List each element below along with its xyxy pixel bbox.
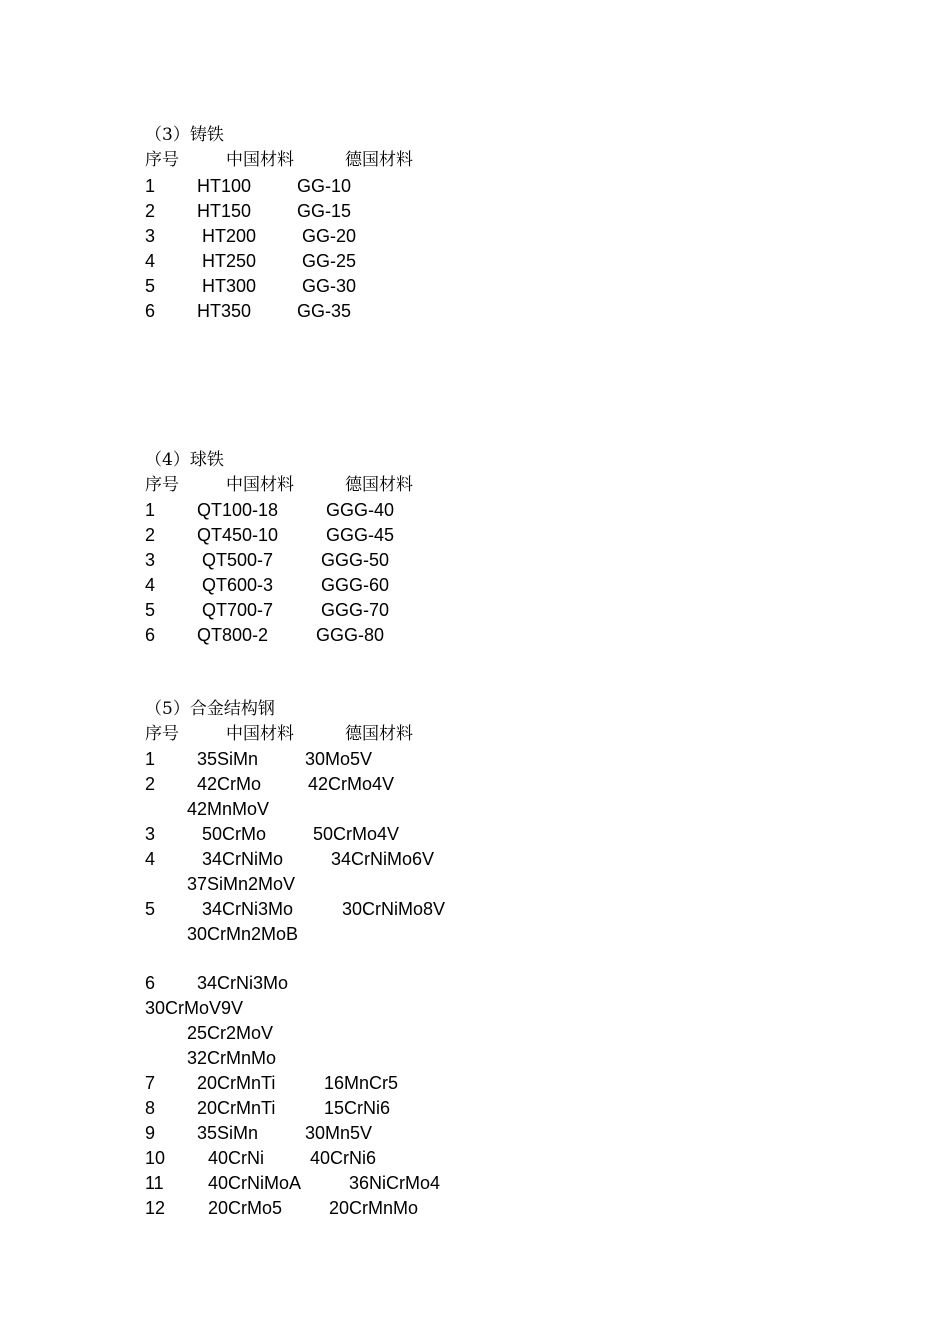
row-extra: 32CrMnMo bbox=[187, 1048, 277, 1068]
row-no: 4 bbox=[145, 251, 156, 271]
row-de: 30CrMoV9V bbox=[145, 998, 244, 1018]
row-cn: 20CrMo5 bbox=[208, 1198, 283, 1218]
row-cn: 42CrMo bbox=[197, 774, 262, 794]
row-no: 5 bbox=[145, 600, 156, 620]
row-no: 9 bbox=[145, 1123, 156, 1143]
row-cn: QT600-3 bbox=[202, 575, 274, 595]
row-no: 3 bbox=[145, 226, 156, 246]
row-de: 36NiCrMo4 bbox=[349, 1173, 441, 1193]
row-cn: 50CrMo bbox=[202, 824, 267, 844]
row-de: GG-15 bbox=[297, 201, 352, 221]
section-4-heading: （4）球铁 bbox=[145, 450, 224, 470]
section-5-heading: （5）合金结构钢 bbox=[145, 699, 275, 719]
row-no: 2 bbox=[145, 201, 156, 221]
row-cn: 34CrNi3Mo bbox=[197, 973, 289, 993]
row-no: 10 bbox=[145, 1148, 166, 1168]
row-de: GGG-40 bbox=[326, 500, 395, 520]
row-no: 5 bbox=[145, 276, 156, 296]
header-de: 德国材料 bbox=[345, 475, 413, 495]
row-de: GG-25 bbox=[302, 251, 357, 271]
row-no: 3 bbox=[145, 824, 156, 844]
row-no: 1 bbox=[145, 500, 156, 520]
row-de: GGG-45 bbox=[326, 525, 395, 545]
row-extra: 37SiMn2MoV bbox=[187, 874, 296, 894]
row-cn: 40CrNiMoA bbox=[208, 1173, 302, 1193]
row-de: GGG-70 bbox=[321, 600, 390, 620]
row-cn: HT200 bbox=[202, 226, 257, 246]
row-de: 40CrNi6 bbox=[310, 1148, 377, 1168]
row-de: GGG-80 bbox=[316, 625, 385, 645]
row-cn: QT500-7 bbox=[202, 550, 274, 570]
row-extra: 25Cr2MoV bbox=[187, 1023, 274, 1043]
row-no: 8 bbox=[145, 1098, 156, 1118]
row-no: 12 bbox=[145, 1198, 166, 1218]
row-de: 20CrMnMo bbox=[329, 1198, 419, 1218]
row-de: 42CrMo4V bbox=[308, 774, 395, 794]
row-extra: 42MnMoV bbox=[187, 799, 270, 819]
row-cn: HT150 bbox=[197, 201, 252, 221]
row-no: 6 bbox=[145, 625, 156, 645]
row-de: 30Mn5V bbox=[305, 1123, 373, 1143]
row-cn: 35SiMn bbox=[197, 749, 259, 769]
row-de: 30Mo5V bbox=[305, 749, 373, 769]
row-no: 2 bbox=[145, 774, 156, 794]
row-de: GG-10 bbox=[297, 176, 352, 196]
row-no: 11 bbox=[145, 1173, 164, 1193]
header-no: 序号 bbox=[145, 724, 179, 744]
header-de: 德国材料 bbox=[345, 724, 413, 744]
row-no: 6 bbox=[145, 973, 156, 993]
row-cn: 34CrNi3Mo bbox=[202, 899, 294, 919]
row-no: 6 bbox=[145, 301, 156, 321]
row-de: GG-35 bbox=[297, 301, 352, 321]
header-no: 序号 bbox=[145, 475, 179, 495]
row-de: GG-20 bbox=[302, 226, 357, 246]
section-3-heading: （3）铸铁 bbox=[145, 125, 224, 145]
row-no: 2 bbox=[145, 525, 156, 545]
row-no: 4 bbox=[145, 849, 156, 869]
row-cn: HT100 bbox=[197, 176, 252, 196]
row-cn: HT250 bbox=[202, 251, 257, 271]
header-de: 德国材料 bbox=[345, 150, 413, 170]
row-cn: QT100-18 bbox=[197, 500, 279, 520]
row-de: 16MnCr5 bbox=[324, 1073, 399, 1093]
row-extra: 30CrMn2MoB bbox=[187, 924, 299, 944]
row-de: 15CrNi6 bbox=[324, 1098, 391, 1118]
row-no: 5 bbox=[145, 899, 156, 919]
row-cn: 35SiMn bbox=[197, 1123, 259, 1143]
row-de: GGG-50 bbox=[321, 550, 390, 570]
row-de: 50CrMo4V bbox=[313, 824, 400, 844]
row-cn: QT800-2 bbox=[197, 625, 269, 645]
row-cn: QT450-10 bbox=[197, 525, 279, 545]
row-cn: 20CrMnTi bbox=[197, 1098, 276, 1118]
row-de: GG-30 bbox=[302, 276, 357, 296]
row-cn: 20CrMnTi bbox=[197, 1073, 276, 1093]
header-cn: 中国材料 bbox=[226, 150, 294, 170]
row-cn: 34CrNiMo bbox=[202, 849, 284, 869]
header-no: 序号 bbox=[145, 150, 179, 170]
row-de: 34CrNiMo6V bbox=[331, 849, 435, 869]
row-no: 4 bbox=[145, 575, 156, 595]
row-cn: HT350 bbox=[197, 301, 252, 321]
row-no: 1 bbox=[145, 749, 156, 769]
header-cn: 中国材料 bbox=[226, 724, 294, 744]
header-cn: 中国材料 bbox=[226, 475, 294, 495]
row-cn: 40CrNi bbox=[208, 1148, 265, 1168]
row-cn: HT300 bbox=[202, 276, 257, 296]
row-no: 3 bbox=[145, 550, 156, 570]
row-de: GGG-60 bbox=[321, 575, 390, 595]
row-no: 1 bbox=[145, 176, 156, 196]
row-cn: QT700-7 bbox=[202, 600, 274, 620]
row-de: 30CrNiMo8V bbox=[342, 899, 446, 919]
row-no: 7 bbox=[145, 1073, 156, 1093]
